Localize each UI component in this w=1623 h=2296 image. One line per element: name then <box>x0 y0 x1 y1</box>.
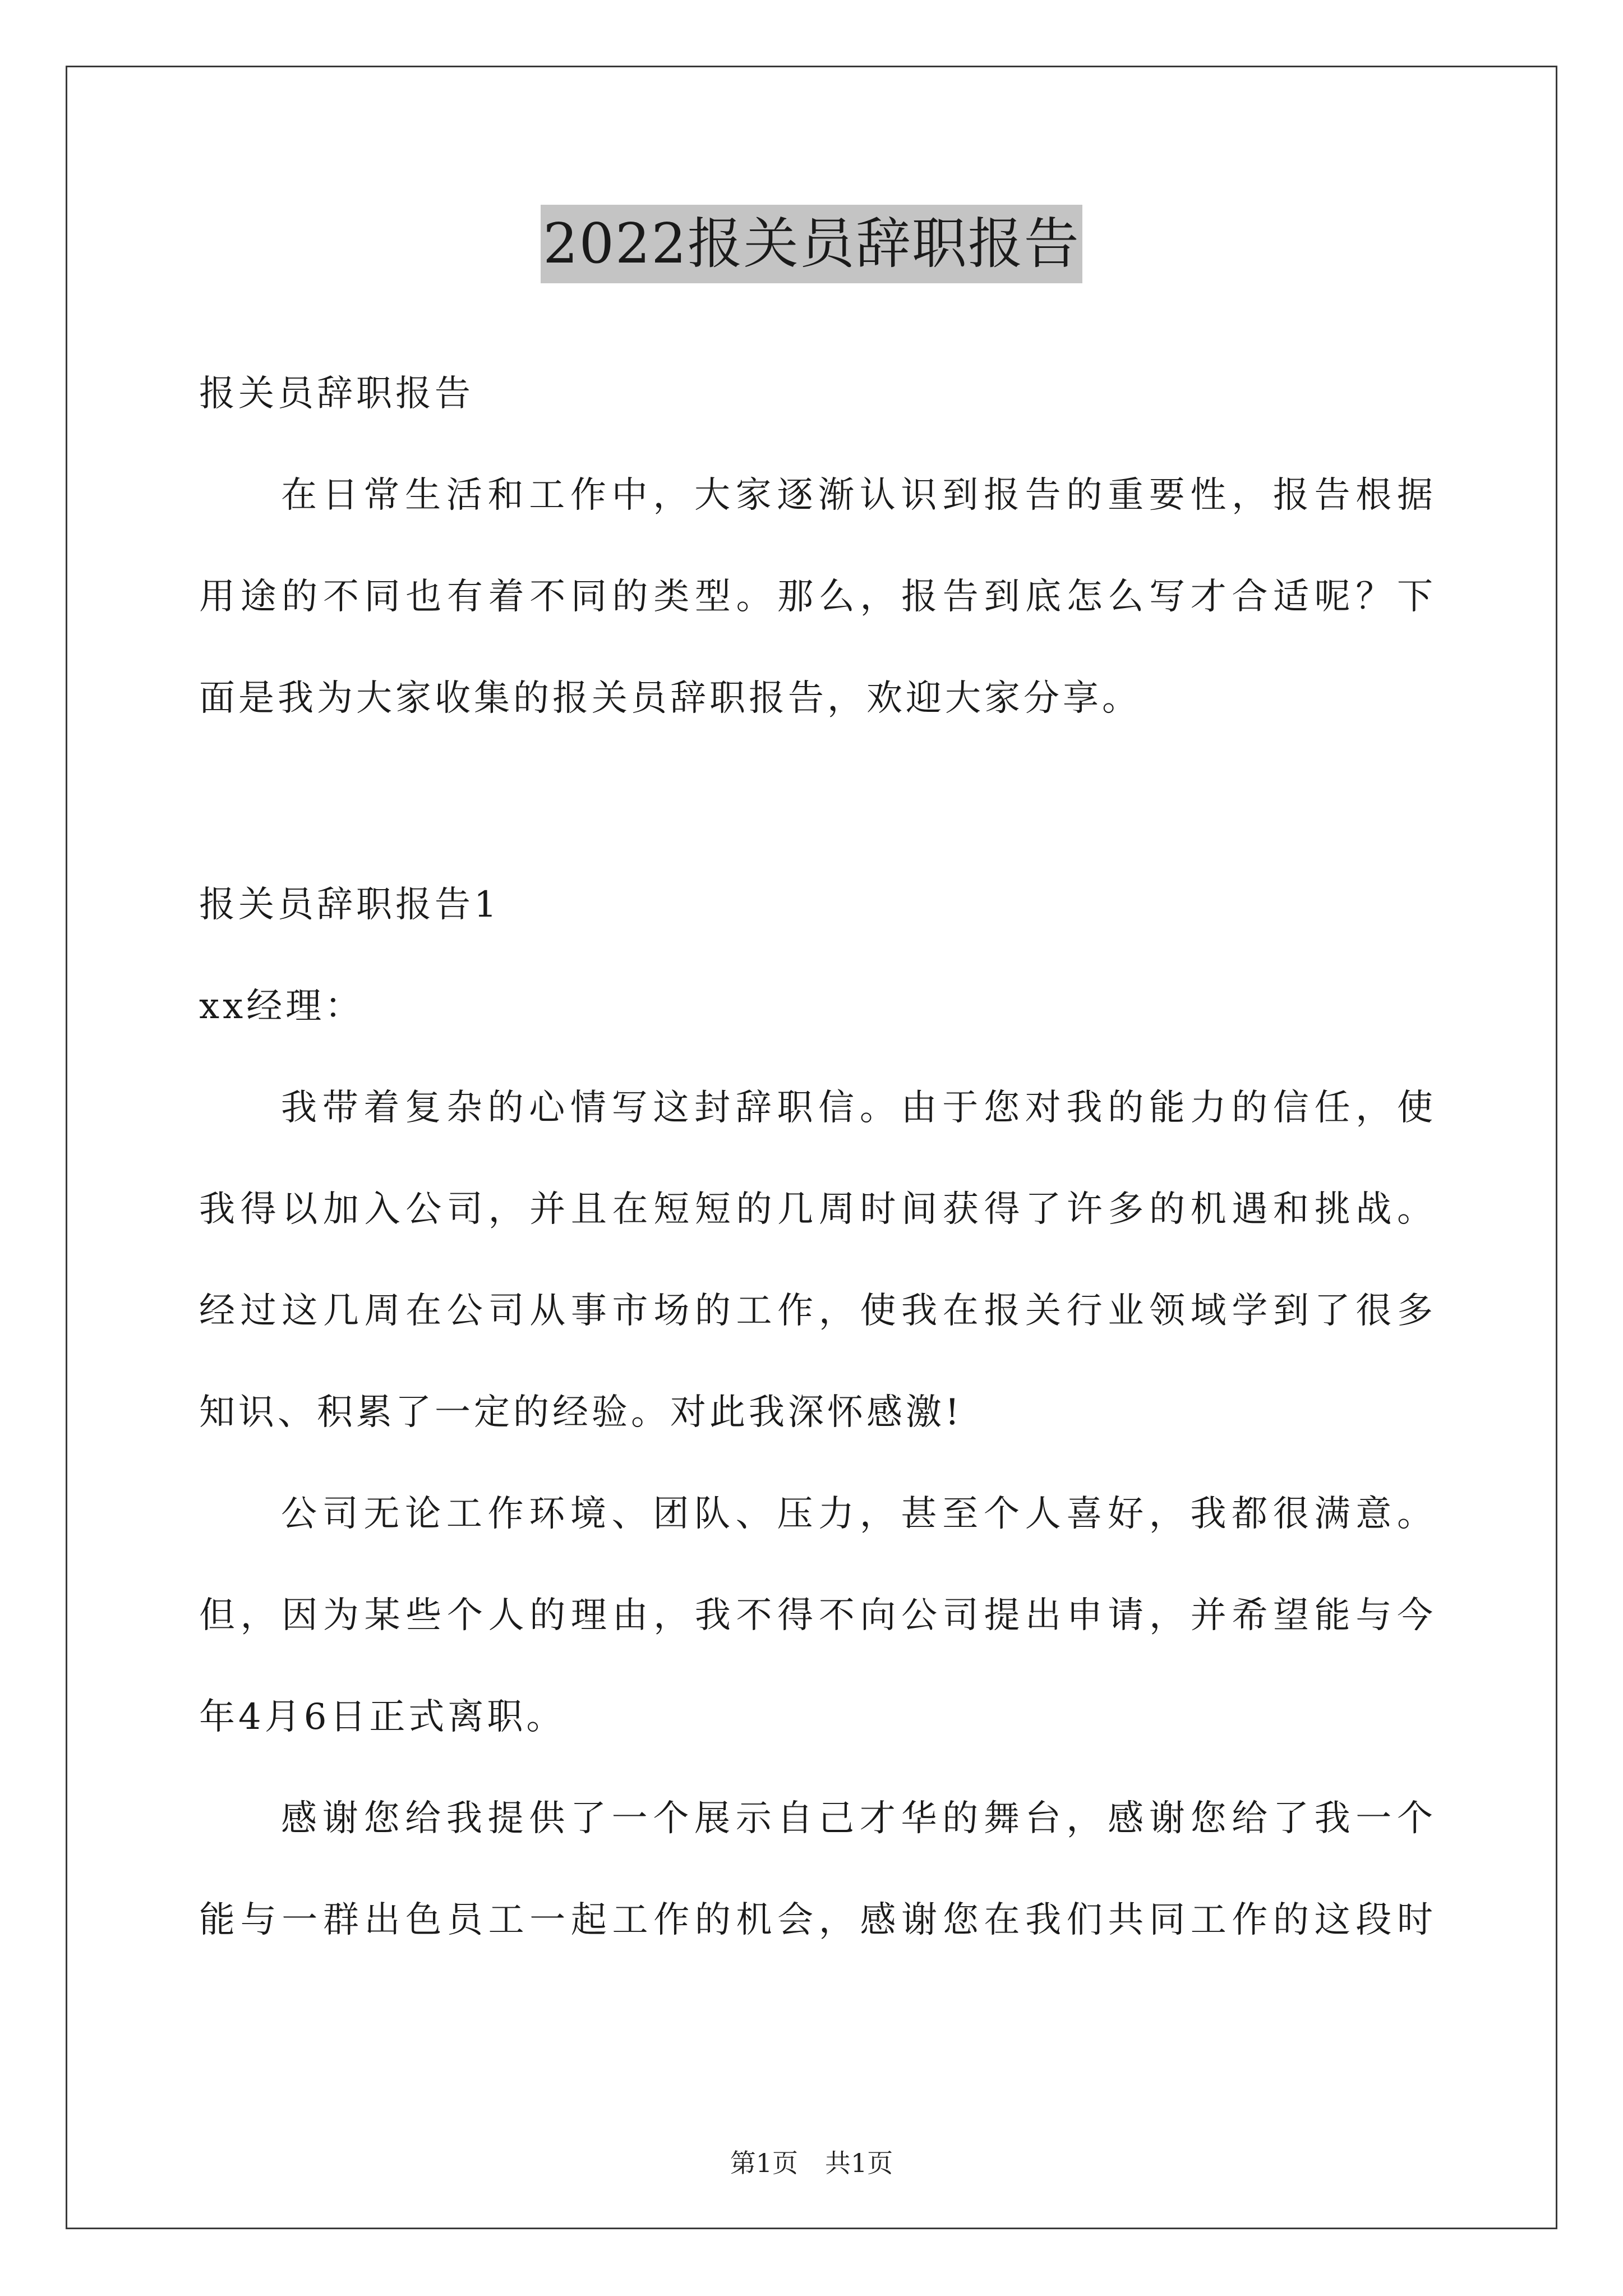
paragraph-line: 年4月6日正式离职。 <box>199 1696 566 1738</box>
paragraph-line: 经过这几周在公司从事市场的工作，使我在报关行业领域学到了很多 <box>199 1290 1433 1332</box>
total-pages: 共1页 <box>825 2148 893 2178</box>
page-footer <box>0 2143 1623 2180</box>
intro-line: 在日常生活和工作中，大家逐渐认识到报告的重要性，报告根据 <box>281 475 1433 516</box>
paragraph-line: 公司无论工作环境、团队、压力，甚至个人喜好，我都很满意。 <box>281 1493 1433 1535</box>
salutation: xx经理： <box>199 986 365 1027</box>
paragraph-line: 能与一群出色员工一起工作的机会，感谢您在我们共同工作的这段时 <box>199 1899 1433 1941</box>
intro-line: 用途的不同也有着不同的类型。那么，报告到底怎么写才合适呢？下 <box>199 576 1433 618</box>
intro-line: 面是我为大家收集的报关员辞职报告，欢迎大家分享。 <box>199 678 1141 719</box>
page-number: 第1页 <box>730 2148 798 2178</box>
paragraph-line: 感谢您给我提供了一个展示自己才华的舞台，感谢您给了我一个 <box>281 1798 1433 1839</box>
title-container <box>0 205 1623 283</box>
document-body <box>199 343 1433 1971</box>
paragraph-line: 但，因为某些个人的理由，我不得不向公司提出申请，并希望能与今 <box>199 1595 1433 1636</box>
section-spacer <box>199 749 1433 854</box>
paragraph-line: 知识、积累了一定的经验。对此我深怀感激! <box>199 1392 963 1433</box>
paragraph-line: 我带着复杂的心情写这封辞职信。由于您对我的能力的信任，使 <box>281 1087 1433 1129</box>
subtitle: 报关员辞职报告 <box>199 373 474 415</box>
section-heading: 报关员辞职报告1 <box>199 884 500 926</box>
paragraph-line: 我得以加入公司，并且在短短的几周时间获得了许多的机遇和挑战。 <box>199 1189 1433 1230</box>
document-title: 2022报关员辞职报告 <box>541 205 1082 283</box>
